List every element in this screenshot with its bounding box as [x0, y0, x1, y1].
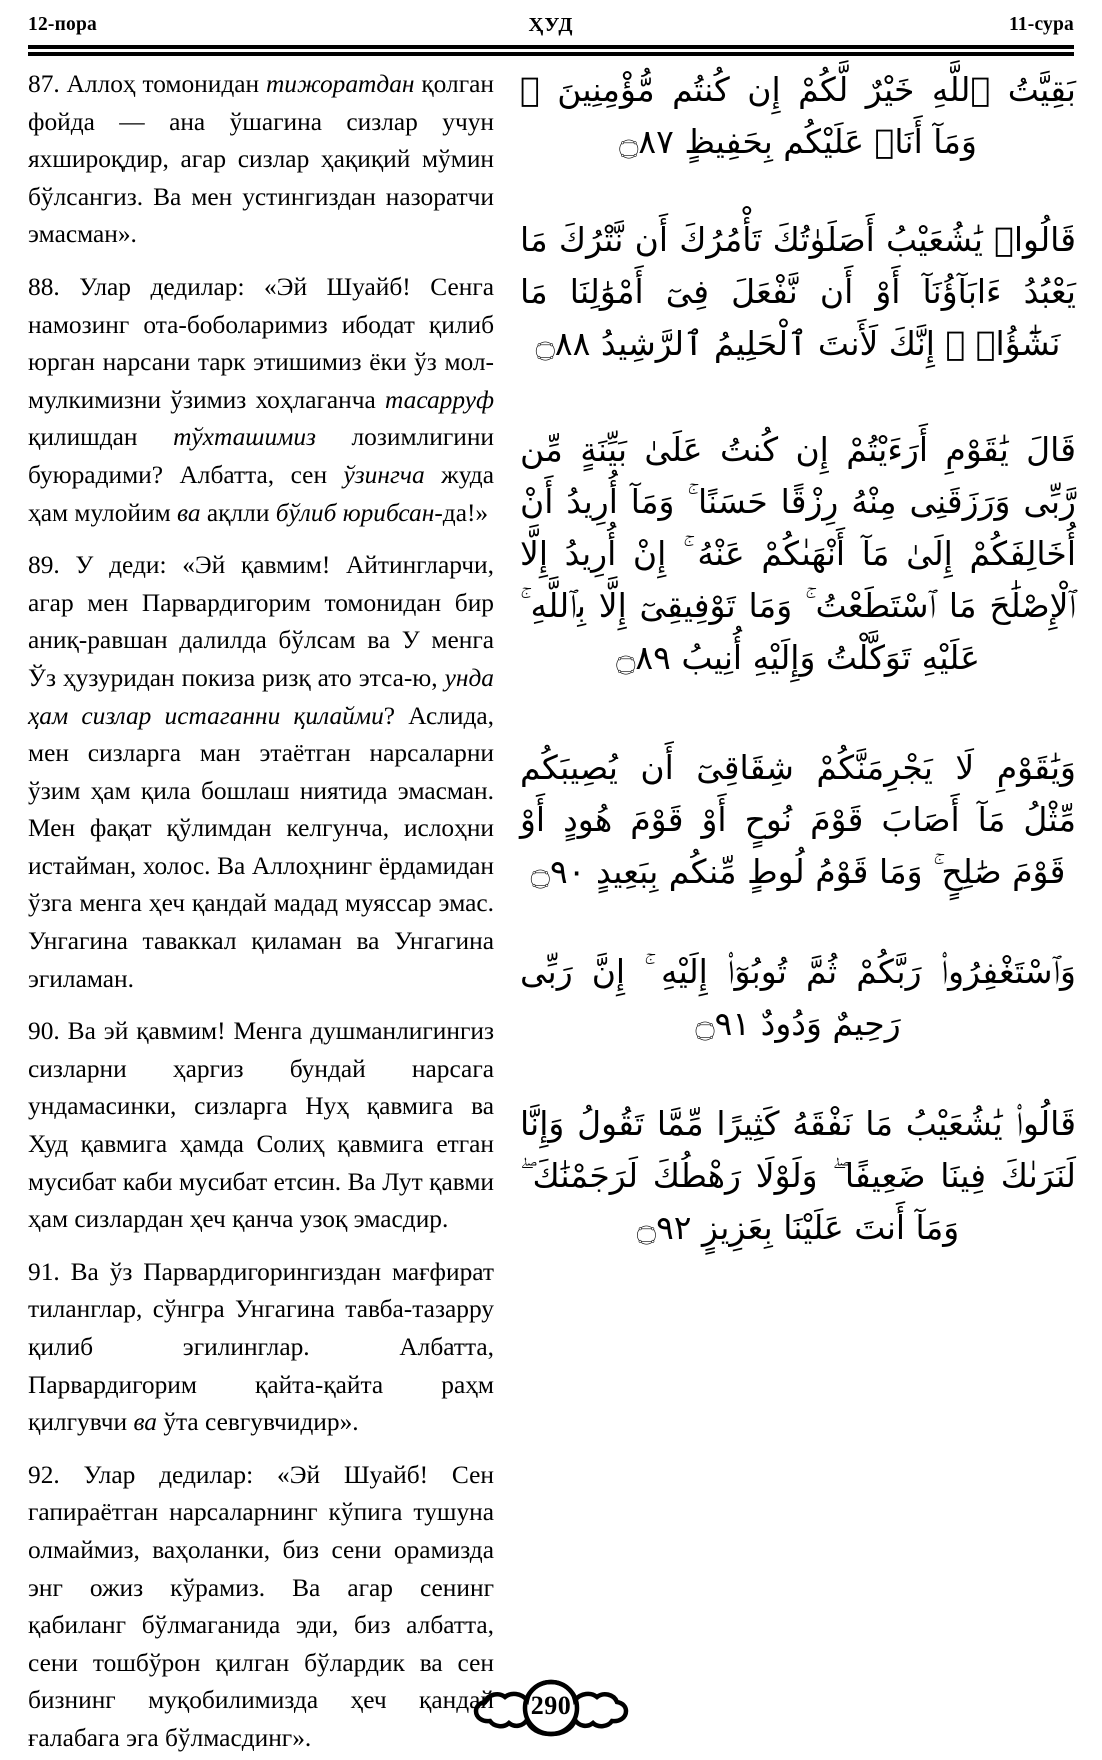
verse-text-emphasis: ва — [133, 1408, 157, 1437]
verse-text-emphasis: тасарруф — [384, 385, 494, 414]
verse-text-part: қилишдан — [28, 423, 174, 452]
verse-text-emphasis: ва — [176, 498, 201, 527]
verse-text-part: 90. Ва эй қавмим! Менга душманлигингиз сизларни ҳаргиз бундай нарсага ундамасинки, сизларга Нуҳ қавмига ва Худ қавмига ҳамда Солиҳ қавмига етган мусибат каби мусибат етсин. Ва Лут қавми ҳам сизлардан ҳеч қанча узоқ эмасдир. — [28, 1017, 494, 1234]
arabic-ayah-87: بَقِيَّتُ ٱللَّهِ خَيْرٌ لَّكُمْ إِن كُنتُم مُّؤْمِنِينَ ۚ وَمَآ أَنَا۠ عَلَيْكُم بِحَفِيظٍ ۝٨٧ — [520, 70, 1076, 161]
page-number-ornament — [0, 1672, 1102, 1742]
running-head-surah: 11-сура — [1008, 14, 1074, 35]
arabic-ayah-91: وَٱسْتَغْفِرُوا۟ رَبَّكُمْ ثُمَّ تُوبُوٓا۟ إِلَيْهِ ۚ إِنَّ رَبِّى رَحِيمٌ وَدُودٌ ۝٩١ — [520, 952, 1076, 1043]
verse-text-part: 88. Улар дедилар: «Эй Шуайб! Сенга намозинг ота-боболаримиз ибодат қилиб юрган нарсани тарк этишимиз ёки ўз мол-мулкимизни ўзимиз хоҳлаганча — [28, 272, 494, 414]
verse-text-emphasis: бўлиб юрибсан — [275, 498, 435, 527]
verse-text-emphasis: ўзингча — [343, 460, 425, 489]
verse-text-emphasis: унда ҳам сизлар истаганни қилайми — [28, 663, 494, 730]
running-head — [28, 14, 1074, 44]
verse-text-part: 89. У деди: «Эй қавмим! Айтингларчи, агар мен Парвардигорим томонидан бир аниқ-равшан далилда бўлсам ва У менга Ўз ҳузуридан покиза ризқ ато этса-ю, — [28, 551, 494, 692]
translation-verse-87 — [28, 66, 494, 254]
verse-text-part: лозимлигини буюрадими? Албатта, сен — [28, 423, 494, 489]
verse-text-emphasis: тижоратдан — [265, 70, 415, 98]
verse-text-emphasis: тўхташимиз — [173, 423, 316, 452]
running-head-surah-name: ҲУД — [528, 14, 574, 36]
verse-text-part: ? Аслида, мен сизларга ман этаётган нарсаларни ўзим ҳам қила бошлаш ниятида эмасман. Мен фақат қўлимдан келгунча, ислоҳни истайман, холос. Ва Аллоҳнинг ёрдамидан ўзга менга ҳеч қандай мадад муяссар эмас. Унгагина таваккал қиламан ва Унгагина эгиламан. — [28, 701, 495, 993]
translation-verse-88 — [28, 269, 494, 532]
verse-text-part: 87. Аллоҳ томонидан — [28, 70, 266, 98]
header-divider-bottom-line — [28, 52, 1074, 56]
page-number: 290 — [530, 1691, 572, 1720]
arabic-ayah-89: قَالَ يَٰقَوْمِ أَرَءَيْتُمْ إِن كُنتُ عَلَىٰ بَيِّنَةٍ مِّن رَّبِّى وَرَزَقَنِى مِنْهُ رِزْقًا حَسَنًا ۚ وَمَآ أُرِيدُ أَنْ أُخَالِفَكُمْ إِلَىٰ مَآ أَنْهَىٰكُمْ عَنْهُ ۚ إِنْ أُرِيدُ إِلَّا ٱلْإِصْلَٰحَ مَا ٱسْتَطَعْتُ ۚ وَمَا تَوْفِيقِىٓ إِلَّا بِٱللَّهِ ۚ عَلَيْهِ تَوَكَّلْتُ وَإِلَيْهِ أُنِيبُ ۝٨٩ — [520, 430, 1076, 677]
running-head-juz: 12-пора — [28, 14, 97, 35]
verse-text-part: ўта севгувчидир». — [156, 1408, 359, 1437]
verse-text-part: 91. Ва ўз Парвардигорингиздан мағфират тиланглар, сўнгра Унгагина тавба-тазарру қилиб эгилинглар. Албатта, Парвардигорим қайта-қайта раҳм қилгувчи — [28, 1257, 494, 1437]
arabic-ayah-88: قَالُوا۟ يَٰشُعَيْبُ أَصَلَوٰتُكَ تَأْمُرُكَ أَن نَّتْرُكَ مَا يَعْبُدُ ءَابَآؤُنَآ أَوْ أَن نَّفْعَلَ فِىٓ أَمْوَٰلِنَا مَا نَشَٰٓؤُا۟ ۖ إِنَّكَ لَأَنتَ ٱلْحَلِيمُ ٱلرَّشِيدُ ۝٨٨ — [520, 220, 1076, 363]
arabic-ayah-92: قَالُوا۟ يَٰشُعَيْبُ مَا نَفْقَهُ كَثِيرًا مِّمَّا تَقُولُ وَإِنَّا لَنَرَىٰكَ فِينَا ضَعِيفًا ۖ وَلَوْلَا رَهْطُكَ لَرَجَمْنَٰكَ ۖ وَمَآ أَنتَ عَلَيْنَا بِعَزِيزٍ ۝٩٢ — [520, 1104, 1076, 1247]
translation-verse-91 — [28, 1254, 494, 1442]
verse-text-part: ақлли — [200, 498, 276, 527]
verse-text-part: жуда ҳам мулойим — [28, 460, 494, 527]
verse-text-part: қолган фойда — ана ўшагина сизлар учун яхшироқдир, агар сизлар ҳақиқий мўмин бўлсангиз. Ва мен устингиздан назоратчи эмасман». — [28, 70, 494, 249]
arabic-column — [520, 60, 1076, 1254]
header-divider — [28, 45, 1074, 56]
translation-verse-90 — [28, 1013, 494, 1239]
verse-text-part: -да!» — [434, 498, 489, 527]
arabic-ayah-90: وَيَٰقَوْمِ لَا يَجْرِمَنَّكُمْ شِقَاقِىٓ أَن يُصِيبَكُم مِّثْلُ مَآ أَصَابَ قَوْمَ نُوحٍ أَوْ قَوْمَ هُودٍ أَوْ قَوْمَ صَٰلِحٍ ۚ وَمَا قَوْمُ لُوطٍ مِّنكُم بِبَعِيدٍ ۝٩٠ — [520, 748, 1076, 891]
translation-verse-89 — [28, 547, 494, 998]
translation-column — [28, 66, 494, 1758]
verse-text-part: 92. Улар дедилар: «Эй Шуайб! Сен гапираётган нарсаларнинг кўпига тушуна олмаймиз, ваҳоланки, биз сени орамизда энг ожиз кўрамиз. Ва агар сенинг қабиланг бўлмаганида эди, биз албатта, сени тошбўрон қилган бўлардик ва сен бизнинг муқобилимизда ҳеч қандай ғалабага эга бўлмасдинг». — [28, 1460, 494, 1752]
